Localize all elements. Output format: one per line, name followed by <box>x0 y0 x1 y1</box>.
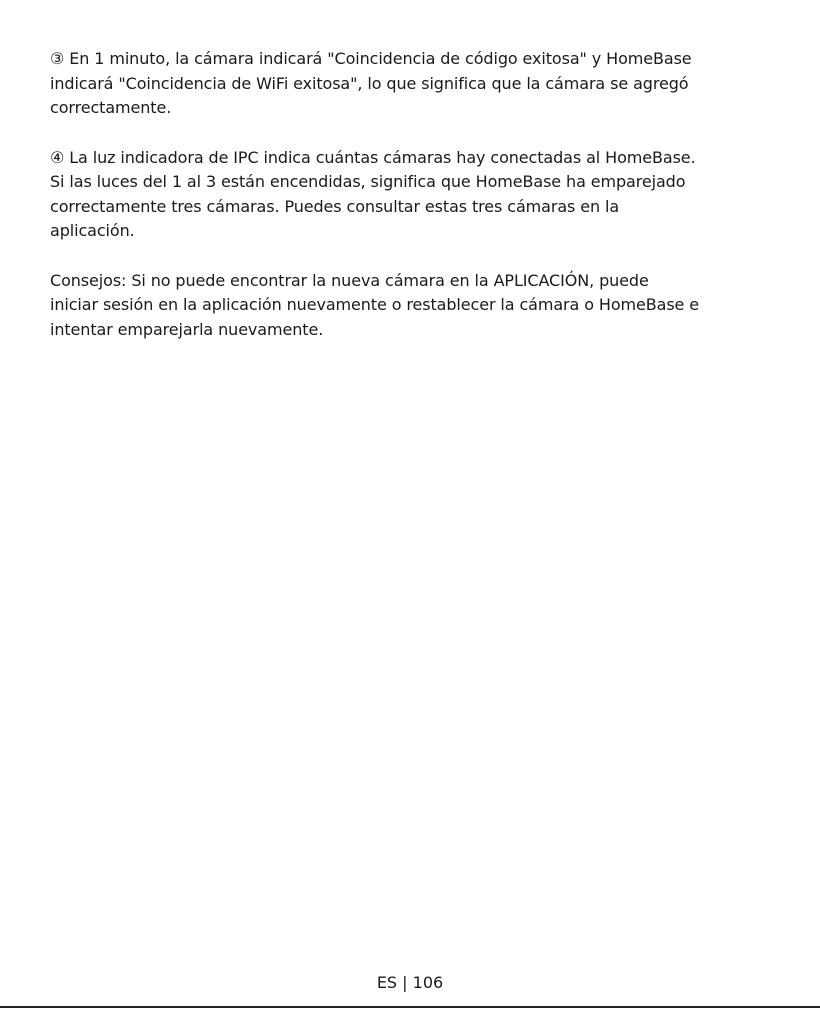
page-number: ES | 106 <box>376 973 444 992</box>
step-3-paragraph: ③ En 1 minuto, la cámara indicará "Coincidencia de código exitosa" y HomeBase indicará "Coincidencia de WiFi exitosa", lo que significa que la cámara se agregó correctamente. <box>50 49 692 117</box>
page-body <box>50 47 780 367</box>
step-4-paragraph: ④ La luz indicadora de IPC indica cuántas cámaras hay conectadas al HomeBase. Si las luces del 1 al 3 están encendidas, significa que HomeBase ha emparejado correctamente tres cámaras. Puedes consultar estas tres cámaras en la aplicación. <box>50 147 696 240</box>
bottom-rule <box>0 1006 820 1008</box>
tips-paragraph: Consejos: Si no puede encontrar la nueva cámara en la APLICACIÓN, puede iniciar sesión en la aplicación nuevamente o restablecer la cámara o HomeBase e intentar emparejarla nuevamente. <box>50 270 700 339</box>
